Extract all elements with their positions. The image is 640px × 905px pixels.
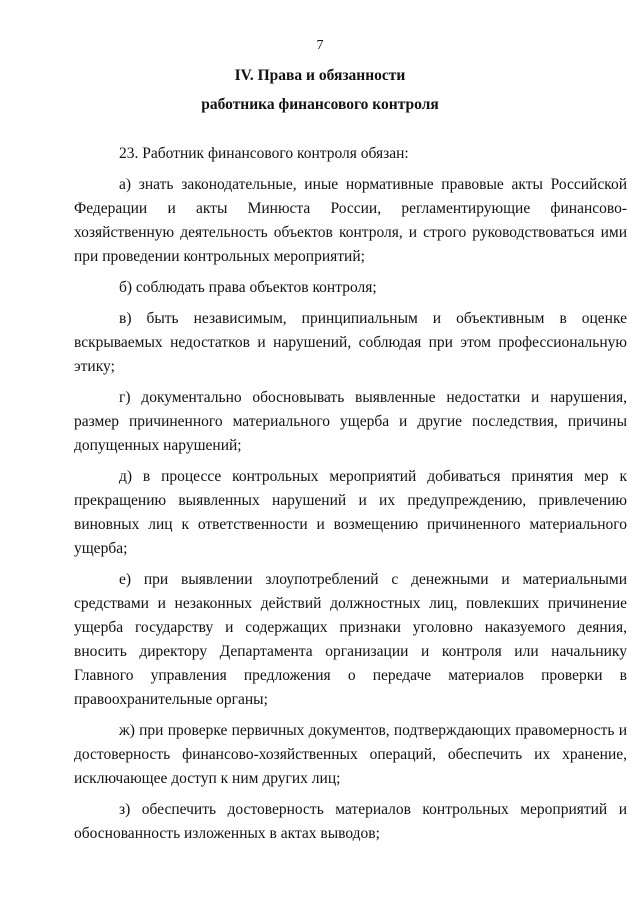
clause-item-v: в) быть независимым, принципиальным и объективным в оценке вскрываемых недостатков и нарушений, соблюдая при этом профессиональную этику; xyxy=(74,310,627,375)
clause-item-zh: ж) при проверке первичных документов, подтверждающих правомерность и достоверность финансово-хозяйственных операций, обеспечить их хранение, исключающее доступ к ним других лиц; xyxy=(74,722,627,787)
section-title-line-1: IV. Права и обязанности xyxy=(234,67,406,84)
page-number: 7 xyxy=(316,38,324,53)
document-body xyxy=(74,142,627,846)
clause-intro: 23. Работник финансового контроля обязан: xyxy=(119,145,409,162)
clause-item-z: з) обеспечить достоверность материалов контрольных мероприятий и обоснованность изложенных в актах выводов; xyxy=(74,801,627,842)
clause-item-a: а) знать законодательные, иные нормативные правовые акты Российской Федерации и акты Минюста России, регламентирующие финансово-хозяйственную деятельность объектов контроля, и строго руководствоваться ими при проведении контрольных мероприятий; xyxy=(74,176,627,265)
clause-item-b: б) соблюдать права объектов контроля; xyxy=(119,279,377,296)
clause-item-g: г) документально обосновывать выявленные недостатки и нарушения, размер причиненного материального ущерба и другие последствия, причины допущенных нарушений; xyxy=(74,389,627,454)
section-title-line-2: работника финансового контроля xyxy=(201,96,439,113)
clause-item-e: е) при выявлении злоупотреблений с денежными и материальными средствами и незаконных действий должностных лиц, повлекших причинение ущерба государству и содержащих признаки уголовно наказуемого деяния, вносить директору Департамента организации и контроля или начальнику Главного управления предложения о передаче материалов проверки в правоохранительные органы; xyxy=(74,571,627,708)
clause-item-d: д) в процессе контрольных мероприятий добиваться принятия мер к прекращению выявленных нарушений и их предупреждению, привлечению виновных лиц к ответственности и возмещению причиненного материального ущерба; xyxy=(74,468,627,557)
